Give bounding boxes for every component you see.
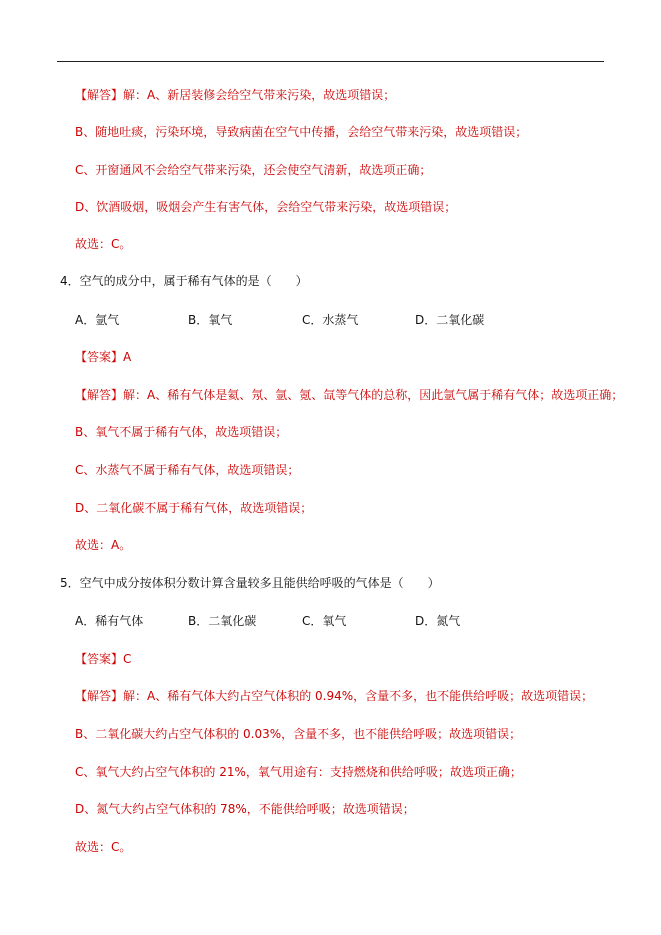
q4-stem: 4．空气的成分中，属于稀有气体的是（ ） xyxy=(60,274,308,288)
q5-option-a: A．稀有气体 xyxy=(75,614,144,628)
q5-answer: 【答案】C xyxy=(75,652,132,666)
q3-analysis: 【解答】解：A、新居装修会给空气带来污染，故选项错误； xyxy=(75,88,396,102)
q3-option-b-explanation: B、随地吐痰，污染环境，导致病菌在空气中传播，会给空气带来污染，故选项错误； xyxy=(75,125,528,139)
q5-option-c: C．氧气 xyxy=(302,614,347,628)
q5-analysis: 【解答】解：A、稀有气体大约占空气体积的 0.94%，含量不多，也不能供给呼吸；故选项错误； xyxy=(75,689,594,703)
q5-option-d-explanation: D、氮气大约占空气体积的 78%，不能供给呼吸；故选项错误； xyxy=(75,802,415,816)
q4-option-b-explanation: B、氧气不属于稀有气体，故选项错误； xyxy=(75,425,288,439)
q3-option-c-explanation: C、开窗通风不会给空气带来污染，还会使空气清新，故选项正确； xyxy=(75,163,432,177)
q3-option-d-explanation: D、饮酒吸烟，吸烟会产生有害气体，会给空气带来污染，故选项错误； xyxy=(75,200,457,214)
q5-final-choice: 故选：C。 xyxy=(75,840,132,854)
q5-option-c-explanation: C、氧气大约占空气体积的 21%，氧气用途有：支持燃烧和供给呼吸；故选项正确； xyxy=(75,765,522,779)
q5-option-b-explanation: B、二氧化碳大约占空气体积的 0.03%，含量不多，也不能供给呼吸；故选项错误； xyxy=(75,727,522,741)
q5-option-d: D．氮气 xyxy=(415,614,461,628)
q4-final-choice: 故选：A。 xyxy=(75,538,132,552)
q4-analysis: 【解答】解：A、稀有气体是氦、氖、氩、氪、氙等气体的总称，因此氩气属于稀有气体；故选项正确； xyxy=(75,388,624,402)
q5-option-b: B．二氧化碳 xyxy=(188,614,257,628)
q4-option-c-explanation: C、水蒸气不属于稀有气体，故选项错误； xyxy=(75,463,300,477)
q3-final-choice: 故选：C。 xyxy=(75,237,132,251)
q4-option-a: A．氩气 xyxy=(75,313,120,327)
q4-option-c: C．水蒸气 xyxy=(302,313,359,327)
q5-stem: 5．空气中成分按体积分数计算含量较多且能供给呼吸的气体是（ ） xyxy=(60,576,440,590)
q4-option-d: D．二氧化碳 xyxy=(415,313,485,327)
q4-option-d-explanation: D、二氧化碳不属于稀有气体，故选项错误； xyxy=(75,501,313,515)
q4-option-b: B．氧气 xyxy=(188,313,233,327)
q4-answer: 【答案】A xyxy=(75,350,132,364)
header-rule xyxy=(57,61,604,62)
